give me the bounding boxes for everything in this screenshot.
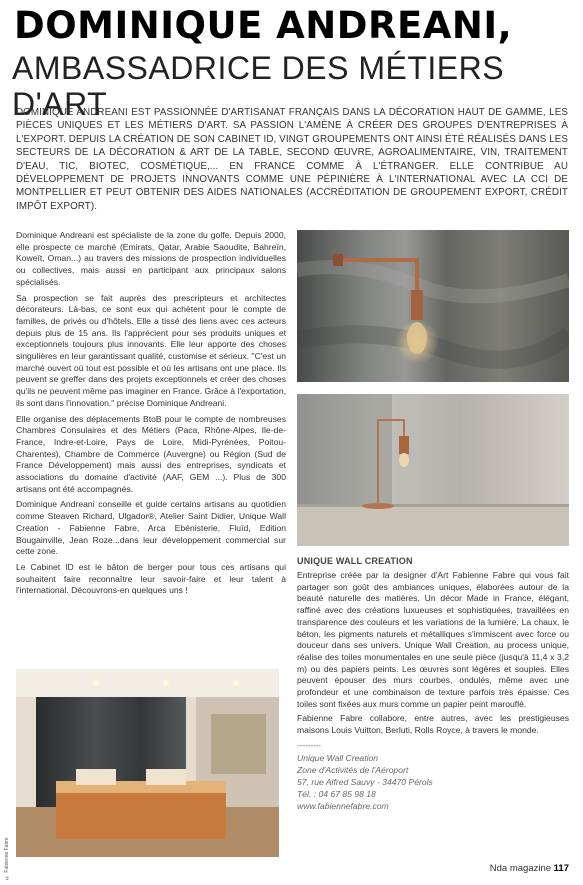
contact-website[interactable]: www.fabiennefabre.com xyxy=(297,800,389,811)
separator-line: --------- xyxy=(297,740,321,750)
body-paragraph: Le Cabinet ID est le bâton de berger pour tous ces artisans qui souhaitent faire reconnaître leur savoir-faire et leur talent à l'international. Découvrons-en quelques uns ! xyxy=(16,561,286,596)
desk-lamp-illustration xyxy=(297,394,569,546)
section-heading: UNIQUE WALL CREATION xyxy=(297,556,413,566)
body-paragraph: Dominique Andreani est spécialiste de la zone du golfe. Depuis 2000, elle prospecte ce marché (Emirats, Qatar, Arabie Saoudite, Bahreïn, Koweït, Oman...) au travers des missions de prospection individuelles ou collectives, mais aussi en participant aux principaux salons spécialisés. xyxy=(16,230,286,287)
contact-block xyxy=(297,752,569,812)
right-column xyxy=(297,570,569,812)
body-paragraph: Dominique Andreani conseille et guide certains artisans au quotidien comme Steaven Richard, Ulgador®, Atelier Saint Didier, Unique Wall Creation - Fabienne Fabre, Arca Ebénisterie, Fluïd, Edition Bougainville, Jean Roze...dans leur développement commercial sur cette zone. xyxy=(16,499,286,557)
contact-zone: Zone d'Activités de l'Aéroport xyxy=(297,764,409,775)
page-title: DOMINIQUE ANDREANI, xyxy=(14,4,513,47)
left-column xyxy=(16,230,286,601)
body-paragraph: Elle organise des déplacements BtoB pour le compte de nombreuses Chambres Consulaires et des Métiers (Paca, Rhône-Alpes, Ile-de-France, Indre-et-Loire, Pays de Loire, Midi-Pyrénées, Poitou-Charentes), Chambre de Commerce (Auvergne) ou Région (Sud de France Développement) mais aussi des entreprises, syndicats et associations du domaine d'activité (AAF, GEM ...). Plus de 300 artisans ont été accompagnés. xyxy=(16,413,286,494)
contact-phone: Tél. : 04 67 85 98 18 xyxy=(297,788,376,799)
contact-company: Unique Wall Creation xyxy=(297,752,379,763)
page-subtitle: AMBASSADRICE DES MÉTIERS D'ART xyxy=(12,50,505,122)
contact-address: 57, rue Alfred Sauvy - 34470 Pérols xyxy=(297,776,433,787)
desk-lamp-photo xyxy=(297,394,569,546)
bedroom-illustration xyxy=(16,669,279,857)
page-footer xyxy=(490,863,569,874)
photo-credit: © Fabienne Fabre xyxy=(4,837,10,880)
intro-paragraph: DOMINIQUE ANDREANI EST PASSIONNÉE D'ARTISANAT FRANÇAIS DANS LA DÉCORATION HAUT DE GAMME, LES PIÈCES UNIQUES ET LES MÉTIERS D'ART. SA PASSION L'AMÈNE À CRÉER DES GROUPES D'ENTREPRISES À L'EXPORT. DEPUIS LA CRÉATION DE SON CABINET ID, VINGT GROUPEMENTS ONT AINSI ÉTÉ RÉALISÉS DANS LES SECTEURS DE LA DÉCORATION & ART DE LA TABLE, SECOND ŒUVRE, AGROALIMENTAIRE, VIN, TRAITEMENT D'EAU, TIC, BIOTEC, COSMÉTIQUE,... EN FRANCE COMME À L'ÉTRANGER. ELLE CONTRIBUE AU DÉVELOPPEMENT DE PROJETS INNOVANTS COMME UNE PÉPINIÈRE À L'INTERNATIONAL AVEC LA CCI DE MONTPELLIER ET PEUT OBTENIR DES AIDES NATIONALES (ACCRÉDITATION DE GROUPEMENT EXPORT, CRÉDIT IMPÔT EXPORT). xyxy=(16,107,568,212)
page-number: 117 xyxy=(553,863,569,874)
bedroom-photo xyxy=(16,669,279,857)
body-paragraph: Fabienne Fabre collabore, entre autres, avec les prestigieuses maisons Louis Vuitton, Berluti, Rolls Royce, à travers le monde. xyxy=(297,713,569,736)
magazine-name: Nda magazine xyxy=(489,863,552,874)
body-paragraph: Sa prospection se fait auprès des prescripteurs et architectes décorateurs. Là-bas, ce sont eux qui achètent pour le compte de familles, de privés ou d'hôtels. Elle a tissé des liens avec ces acteurs depuis plus de 15 ans. Ils l'apprécient pour ses produits uniques et exceptionnels toujours plus innovants. Elle leur apporte des choses singulières en leur garantissant qualité, customise et sérieux. "C'est un marché ouvert où tout est possible et où les artisans ont une place. Ils peuvent se greffer dans des projets exceptionnels et créer des choses qu'ils ne peuvent même pas imaginer en France. Grâce à l'exportation, ils sont dans l'innovation." précise Dominique Andreani. xyxy=(16,292,286,408)
pendant-lamp-illustration xyxy=(297,230,569,382)
body-paragraph: Entreprise créée par la designer d'Art Fabienne Fabre qui vous fait partager son goût des ambiances uniques, élaborées autour de la beauté naturelle des matières. Un décor Made in France, élégant, raffiné avec des créations luxueuses et sophistiquées, travaillées en transparence des couleurs et les variations de la lumière. La chaux, le béton, les pigments naturels et métalliques s'immiscent avec force ou douceur dans ses univers. Unique Wall Creation, au process unique, réalise des toiles monumentales en une seule pièce (jusqu'à 11,4 x 3,2 m) ou des papiers peints. Les œuvres sont légères et souples. Elles peuvent épouser des murs courbes, ondulés, même avec une profondeur et une combinaison de texture parfois très épaisse. Ces toiles sont fixées aux murs comme un papier peint marouflé. xyxy=(297,570,569,709)
pendant-lamp-photo xyxy=(297,230,569,382)
